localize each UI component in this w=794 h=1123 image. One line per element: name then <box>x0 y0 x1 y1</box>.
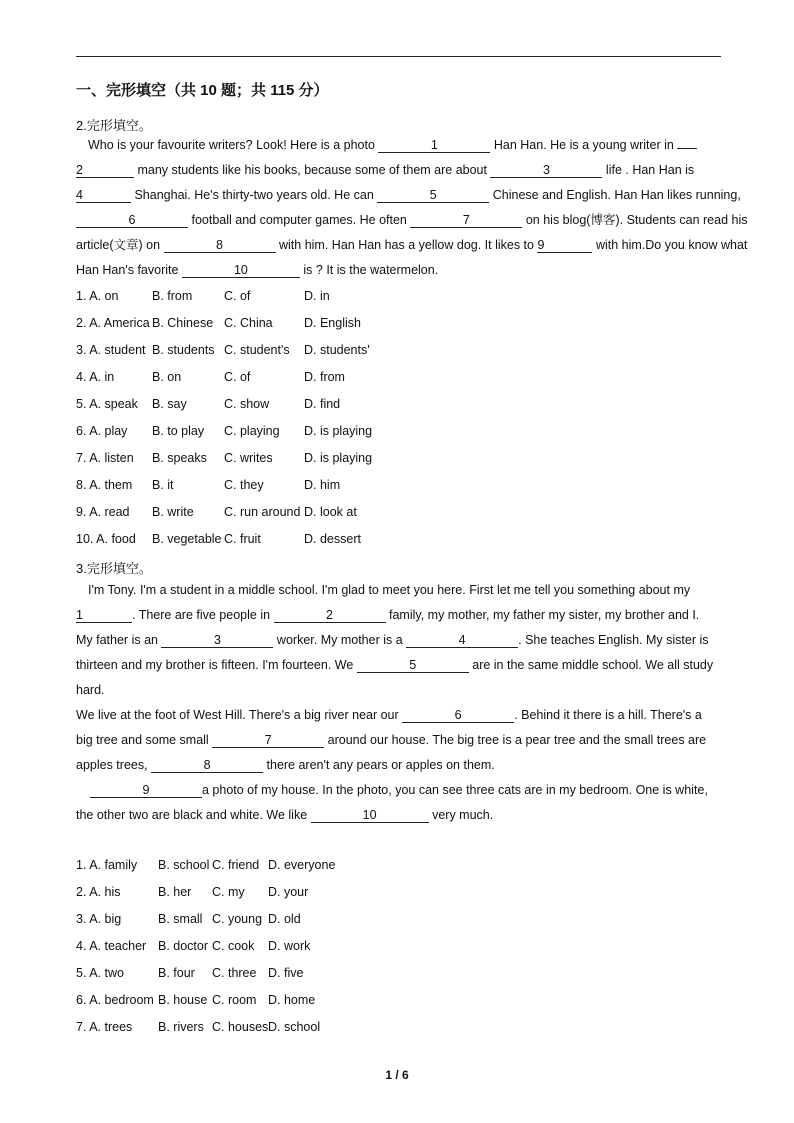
page-number: 1 / 6 <box>385 1068 409 1082</box>
q3-p1-text-2: . There are five people in <box>132 608 274 622</box>
option-c[interactable]: C. houses <box>212 1020 269 1034</box>
option-d[interactable]: D. students' <box>304 343 370 357</box>
option-d[interactable]: D. is playing <box>304 451 373 465</box>
q2-title: 2.完形填空。 <box>76 118 152 133</box>
q2-option-row-2 <box>76 310 372 337</box>
q3-option-row-5 <box>76 960 335 987</box>
option-c[interactable]: C. playing <box>224 424 280 438</box>
option-d[interactable]: D. dessert <box>304 532 361 546</box>
option-c[interactable]: C. of <box>224 289 251 303</box>
option-c[interactable]: C. of <box>224 370 251 384</box>
option-c[interactable]: C. run around <box>224 505 301 519</box>
q2-text-5: Shanghai. He's thirty-two years old. He can <box>131 188 378 202</box>
q3-p1-text-1: I'm Tony. I'm a student in a middle school. I'm glad to meet you here. First let me tell you something about my <box>88 583 691 597</box>
option-b[interactable]: B. house <box>158 993 208 1007</box>
q2-text-4: life . Han Han is <box>602 163 695 177</box>
q2-text-1: Who is your favourite writers? Look! Here is a photo <box>88 138 379 152</box>
q3-option-row-6 <box>76 987 335 1014</box>
option-a[interactable]: 1. A. family <box>76 858 138 872</box>
q3-blank-2[interactable]: 2 <box>274 608 386 623</box>
option-b[interactable]: B. students <box>152 343 215 357</box>
option-c[interactable]: C. three <box>212 966 257 980</box>
q3-p4-text-2: very much. <box>428 808 494 822</box>
q3-blank-10[interactable]: 10 <box>311 808 429 823</box>
option-d[interactable]: D. everyone <box>268 858 336 872</box>
q2-text-9: with him. Han Han has a yellow dog. It likes to <box>275 238 538 252</box>
option-c[interactable]: C. cook <box>212 939 255 953</box>
option-a[interactable]: 10. A. food <box>76 532 136 546</box>
q3-option-row-4 <box>76 933 335 960</box>
option-d[interactable]: D. from <box>304 370 345 384</box>
q2-blank-9[interactable]: 9 <box>537 238 592 253</box>
option-b[interactable]: B. her <box>158 885 192 899</box>
option-d[interactable]: D. work <box>268 939 311 953</box>
option-b[interactable]: B. vegetable <box>152 532 222 546</box>
q2-option-row-1 <box>76 283 372 310</box>
q2-text-2: Han Han. He is a young writer in <box>490 138 678 152</box>
q3-options <box>76 852 335 1041</box>
q2-blank-2a[interactable] <box>677 148 697 149</box>
q2-blank-7[interactable]: 7 <box>410 213 522 228</box>
option-b[interactable]: B. to play <box>152 424 205 438</box>
q2-blank-5[interactable]: 5 <box>377 188 489 203</box>
option-c[interactable]: C. China <box>224 316 273 330</box>
q3-option-row-3 <box>76 906 335 933</box>
q3-option-row-2 <box>76 879 335 906</box>
option-d[interactable]: D. find <box>304 397 341 411</box>
q3-blank-6[interactable]: 6 <box>402 708 514 723</box>
q3-p3-text-1: We live at the foot of West Hill. There's a big river near our <box>76 708 403 722</box>
q2-blank-8[interactable]: 8 <box>164 238 276 253</box>
option-c[interactable]: C. student's <box>224 343 290 357</box>
q2-passage-text <box>76 133 748 283</box>
q2-text-7: football and computer games. He often <box>188 213 411 227</box>
option-a[interactable]: 7. A. listen <box>76 451 134 465</box>
option-d[interactable]: D. English <box>304 316 361 330</box>
option-a[interactable]: 8. A. them <box>76 478 133 492</box>
option-c[interactable]: C. room <box>212 993 257 1007</box>
option-a[interactable]: 2. A. his <box>76 885 121 899</box>
q2-passage <box>76 133 748 283</box>
option-a[interactable]: 4. A. teacher <box>76 939 147 953</box>
q3-blank-9[interactable]: 9 <box>90 783 202 798</box>
q3-p2-text-2: worker. My mother is a <box>273 633 407 647</box>
option-a[interactable]: 6. A. bedroom <box>76 993 154 1007</box>
q2-blank-1[interactable]: 1 <box>378 138 490 153</box>
option-b[interactable]: B. four <box>158 966 195 980</box>
header-rule <box>76 56 721 57</box>
q2-blank-6[interactable]: 6 <box>76 213 188 228</box>
option-d[interactable]: D. five <box>268 966 304 980</box>
option-d[interactable]: D. is playing <box>304 424 373 438</box>
option-c[interactable]: C. friend <box>212 858 260 872</box>
q2-option-row-9 <box>76 499 372 526</box>
option-b[interactable]: B. doctor <box>158 939 209 953</box>
option-d[interactable]: D. in <box>304 289 330 303</box>
option-a[interactable]: 5. A. speak <box>76 397 138 411</box>
option-c[interactable]: C. my <box>212 885 245 899</box>
option-d[interactable]: D. home <box>268 993 316 1007</box>
option-b[interactable]: B. it <box>152 478 174 492</box>
option-a[interactable]: 7. A. trees <box>76 1020 133 1034</box>
q2-option-row-4 <box>76 364 372 391</box>
q2-option-row-10 <box>76 526 372 553</box>
q2-text-8: on his blog(博客). Students can read his article(文章) on <box>76 213 748 252</box>
option-d[interactable]: D. old <box>268 912 301 926</box>
q3-p2-text-1: My father is an <box>76 633 162 647</box>
q3-paragraph-2 <box>76 628 721 703</box>
option-c[interactable]: C. fruit <box>224 532 261 546</box>
option-b[interactable]: B. small <box>158 912 203 926</box>
q3-p3-text-2: . Behind it there is a hill. There's a big tree and some small <box>76 708 702 747</box>
q3-p1-text-3: family, my mother, my father my sister, my brother and I. <box>385 608 700 622</box>
q2-blank-3[interactable]: 3 <box>490 163 602 178</box>
option-a[interactable]: 1. A. on <box>76 289 119 303</box>
q3-blank-5[interactable]: 5 <box>357 658 469 673</box>
q2-text-10: with him.Do you know what Han Han's favorite <box>76 238 748 277</box>
q2-blank-2[interactable]: 2 <box>76 163 134 178</box>
option-b[interactable]: B. write <box>152 505 194 519</box>
option-d[interactable]: D. school <box>268 1020 321 1034</box>
q3-title: 3.完形填空。 <box>76 561 152 576</box>
q2-option-row-8 <box>76 472 372 499</box>
option-b[interactable]: B. speaks <box>152 451 207 465</box>
option-b[interactable]: B. rivers <box>158 1020 204 1034</box>
q3-p4-text-1: a photo of my house. In the photo, you can see three cats are in my bedroom. One is white, the other two are black and white. We like <box>76 783 708 822</box>
option-d[interactable]: D. him <box>304 478 341 492</box>
option-b[interactable]: B. on <box>152 370 182 384</box>
option-a[interactable]: 2. A. America <box>76 316 150 330</box>
option-a[interactable]: 3. A. student <box>76 343 146 357</box>
q2-blank-10[interactable]: 10 <box>182 263 300 278</box>
option-c[interactable]: C. writes <box>224 451 273 465</box>
option-c[interactable]: C. they <box>224 478 264 492</box>
q3-blank-1[interactable]: 1 <box>76 608 132 623</box>
q2-blank-4[interactable]: 4 <box>76 188 131 203</box>
q3-paragraph-3 <box>76 703 721 778</box>
q3-blank-7[interactable]: 7 <box>212 733 324 748</box>
option-d[interactable]: D. your <box>268 885 309 899</box>
option-a[interactable]: 3. A. big <box>76 912 122 926</box>
q2-option-row-3 <box>76 337 372 364</box>
q3-p2-text-4: are in the same middle school. We all study hard. <box>76 658 714 697</box>
q2-text-3: many students like his books, because some of them are about <box>134 163 491 177</box>
q2-text-11: is ? It is the watermelon. <box>299 263 439 277</box>
option-a[interactable]: 6. A. play <box>76 424 128 438</box>
q3-p3-text-4: there aren't any pears or apples on them. <box>263 758 495 772</box>
q2-option-row-5 <box>76 391 372 418</box>
q3-paragraph-1 <box>76 578 721 628</box>
q3-blank-4[interactable]: 4 <box>406 633 518 648</box>
q3-p2-text-3: . She teaches English. My sister is thirteen and my brother is fifteen. I'm fourteen. We <box>76 633 709 672</box>
option-a[interactable]: 9. A. read <box>76 505 130 519</box>
option-a[interactable]: 5. A. two <box>76 966 124 980</box>
option-b[interactable]: B. say <box>152 397 187 411</box>
q3-paragraph-4 <box>76 778 721 828</box>
q2-options <box>76 283 372 553</box>
q2-text-6: Chinese and English. Han Han likes running, <box>489 188 741 202</box>
option-b[interactable]: B. from <box>152 289 193 303</box>
q3-blank-8[interactable]: 8 <box>151 758 263 773</box>
q3-option-row-7 <box>76 1014 335 1041</box>
q3-option-row-1 <box>76 852 335 879</box>
q3-blank-3[interactable]: 3 <box>161 633 273 648</box>
section-title: 一、完形填空（共 10 题；共 115 分） <box>76 82 329 99</box>
option-d[interactable]: D. look at <box>304 505 357 519</box>
option-b[interactable]: B. school <box>158 858 210 872</box>
q2-option-row-7 <box>76 445 372 472</box>
option-b[interactable]: B. Chinese <box>152 316 214 330</box>
q3-p3-text-3: around our house. The big tree is a pear tree and the small trees are apples trees, <box>76 733 707 772</box>
q3-passage <box>76 578 721 828</box>
option-c[interactable]: C. show <box>224 397 270 411</box>
option-a[interactable]: 4. A. in <box>76 370 115 384</box>
q2-option-row-6 <box>76 418 372 445</box>
option-c[interactable]: C. young <box>212 912 263 926</box>
